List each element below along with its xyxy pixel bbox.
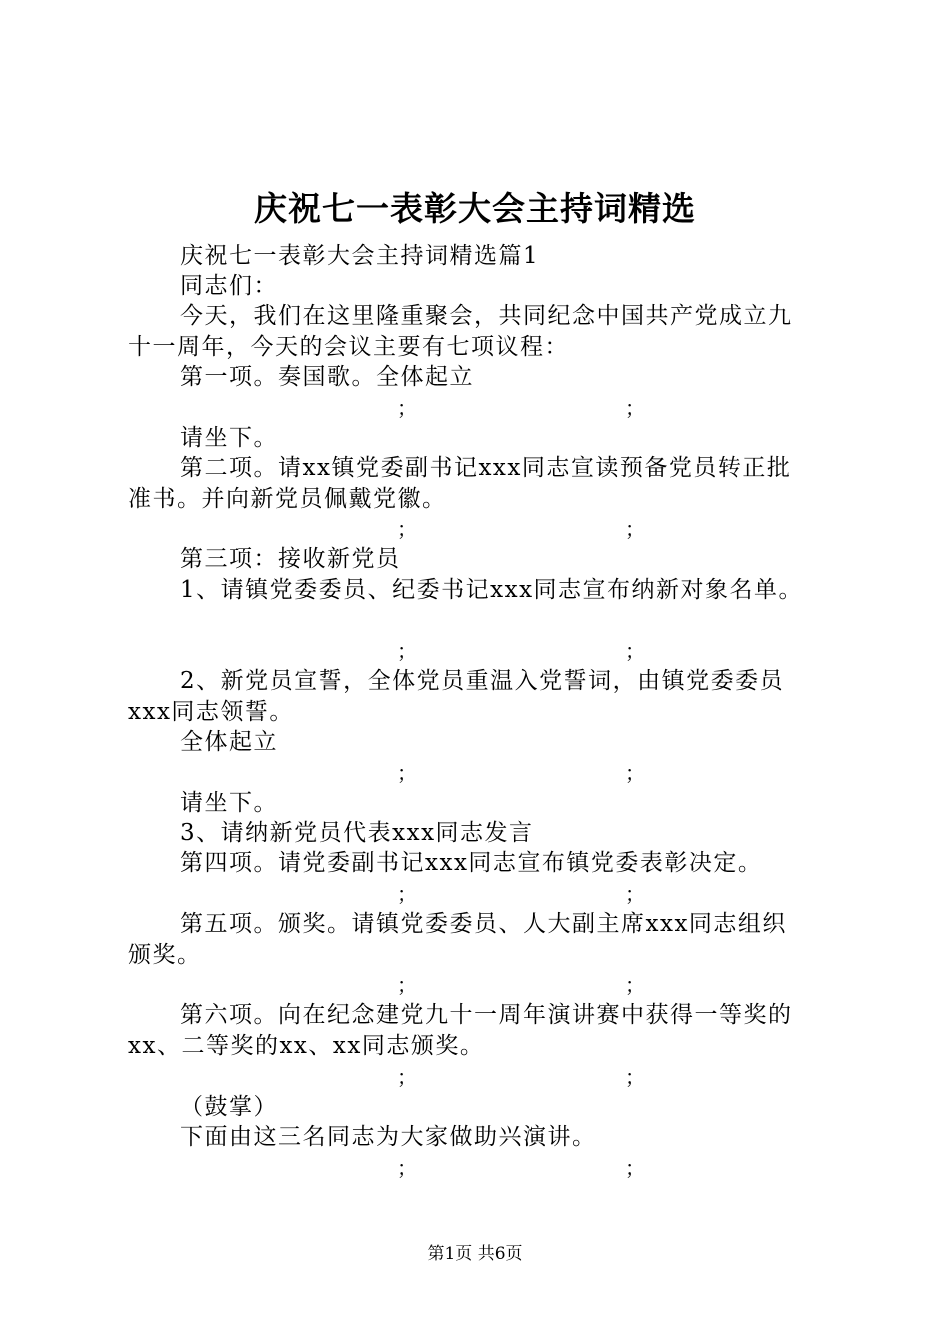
paragraph-line: 同志们： bbox=[180, 273, 278, 299]
paragraph-line: 全体起立 bbox=[180, 729, 278, 755]
paragraph-line: 第六项。向在纪念建党九十一周年演讲赛中获得一等奖的 bbox=[180, 1002, 793, 1028]
paragraph-line: 今天，我们在这里隆重聚会，共同纪念中国共产党成立九 bbox=[180, 303, 793, 329]
paragraph-line: xxx同志领誓。 bbox=[128, 699, 294, 725]
paragraph-line: 第一项。奏国歌。全体起立 bbox=[180, 364, 474, 390]
paragraph-line: 下面由这三名同志为大家做助兴演讲。 bbox=[180, 1124, 597, 1150]
separator-mark: ； bbox=[625, 639, 645, 663]
separator-mark: ； bbox=[397, 973, 417, 997]
separator-mark: ； bbox=[625, 882, 645, 906]
separator-mark: ； bbox=[625, 517, 645, 541]
separator-mark: ； bbox=[397, 396, 417, 420]
separator-mark: ； bbox=[397, 1065, 417, 1089]
separator-mark: ； bbox=[397, 761, 417, 785]
paragraph-line: 准书。并向新党员佩戴党徽。 bbox=[128, 486, 447, 512]
paragraph-line: 颁奖。 bbox=[128, 942, 202, 968]
separator-mark: ； bbox=[625, 973, 645, 997]
separator-mark: ； bbox=[625, 761, 645, 785]
page-footer: 第1页 共6页 bbox=[427, 1244, 523, 1264]
separator-mark: ； bbox=[397, 882, 417, 906]
paragraph-line: 2、新党员宣誓，全体党员重温入党誓词，由镇党委委员 bbox=[180, 668, 785, 694]
paragraph-line: 第四项。请党委副书记xxx同志宣布镇党委表彰决定。 bbox=[180, 850, 763, 876]
paragraph-line: 第五项。颁奖。请镇党委委员、人大副主席xxx同志组织 bbox=[180, 911, 787, 937]
separator-mark: ； bbox=[397, 639, 417, 663]
separator-mark: ； bbox=[625, 396, 645, 420]
paragraph-line: xx、二等奖的xx、xx同志颁奖。 bbox=[128, 1033, 485, 1059]
document-title: 庆祝七一表彰大会主持词精选 bbox=[254, 189, 696, 228]
paragraph-line: 请坐下。 bbox=[180, 790, 278, 816]
paragraph-line: 1、请镇党委委员、纪委书记xxx同志宣布纳新对象名单。 bbox=[180, 577, 804, 603]
paragraph-line: 庆祝七一表彰大会主持词精选篇1 bbox=[180, 243, 540, 269]
paragraph-line: 请坐下。 bbox=[180, 425, 278, 451]
paragraph-line: 第三项：接收新党员 bbox=[180, 546, 401, 572]
separator-mark: ； bbox=[625, 1065, 645, 1089]
paragraph-line: 十一周年，今天的会议主要有七项议程： bbox=[128, 334, 569, 360]
paragraph-line: 3、请纳新党员代表xxx同志发言 bbox=[180, 820, 534, 846]
paragraph-line: 第二项。请xx镇党委副书记xxx同志宣读预备党员转正批 bbox=[180, 455, 792, 481]
separator-mark: ； bbox=[625, 1156, 645, 1180]
separator-mark: ； bbox=[397, 1156, 417, 1180]
paragraph-line: （鼓掌） bbox=[180, 1094, 278, 1120]
separator-mark: ； bbox=[397, 517, 417, 541]
